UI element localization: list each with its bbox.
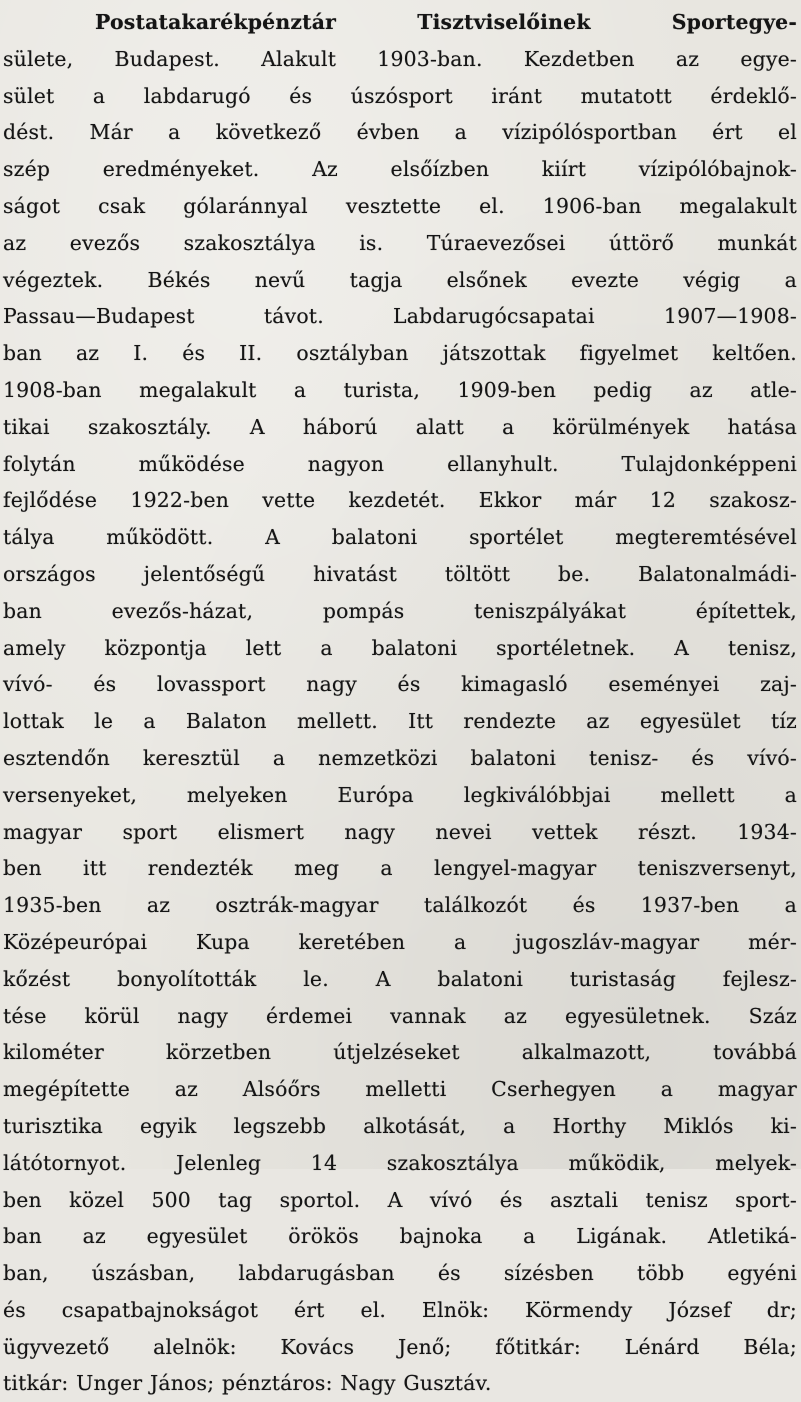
text-line: ban az I. és II. osztályban játszottak figyelmet keltően. [3,341,797,366]
text-line: esztendőn keresztül a nemzetközi balatoni tenisz- és vívó- [3,745,797,770]
text-line: amely központja lett a balatoni sportéletnek. A tenisz, [3,635,797,660]
text-line: turisztika egyik legszebb alkotását, a Horthy Miklós ki- [3,1113,797,1138]
text-line: sülete, Budapest. Alakult 1903-ban. Kezdetben az egye- [3,46,797,71]
text-line [0,4,801,41]
text-line: ügyvezető alelnök: Kovács Jenő; főtitkár: Lénárd Béla; [3,1334,797,1359]
text-line: lottak le a Balaton mellett. Itt rendezte az egyesület tíz [3,709,797,734]
text-line: megépítette az Alsóőrs melletti Cserhegyen a magyar [3,1077,797,1102]
text-line: 1908-ban megalakult a turista, 1909-ben pedig az atle- [3,377,797,402]
text-line: kilométer körzetben útjelzéseket alkalmazott, továbbá [3,1040,797,1065]
text-line: 1935-ben az osztrák-magyar találkozót és 1937-ben a [3,893,797,918]
text-line: ban az egyesület örökös bajnoka a Ligának. Atletiká- [3,1224,797,1249]
text-line: végeztek. Békés nevű tagja elsőnek evezte végig a [3,267,797,292]
text-line: Középeurópai Kupa keretében a jugoszláv-magyar mér- [3,929,797,954]
text-line: ban, úszásban, labdarugásban és sízésben több egyéni [3,1261,797,1286]
text-line: országos jelentőségű hivatást töltött be. Balatonalmádi- [3,561,797,586]
text-line: dést. Már a következő évben a vízipólósportban ért el [3,120,797,145]
text-line: az evezős szakosztálya is. Túraevezősei úttörő munkát [3,230,797,255]
text-line: ben közel 500 tag sportol. A vívó és asztali tenisz sport- [3,1187,797,1212]
article-text [0,4,801,1402]
text-line: folytán működése nagyon ellanyhult. Tulajdonképpeni [3,451,797,476]
text-line: tése körül nagy érdemei vannak az egyesületnek. Száz [3,1003,797,1028]
text-line: ban evezős-házat, pompás teniszpályákat építettek, [3,598,797,623]
text-line: ben itt rendezték meg a lengyel-magyar teniszversenyt, [3,856,797,881]
text-line: versenyeket, melyeken Európa legkiválóbbjai mellett a [3,782,797,807]
lead-title: Postatakarékpénztár Tisztviselőinek Sportegye- [95,10,797,34]
text-line: sület a labdarugó és úszósport iránt mutatott érdeklő- [3,83,797,108]
text-line: tikai szakosztály. A háború alatt a körülmények hatása [3,414,797,439]
text-line: kőzést bonyolították le. A balatoni turistaság fejlesz- [3,966,797,991]
text-line: szép eredményeket. Az elsőízben kiírt vízipólóbajnok- [3,157,797,182]
text-line: titkár: Unger János; pénztáros: Nagy Gusztáv. [3,1371,492,1396]
text-line: és csapatbajnokságot ért el. Elnök: Körmendy József dr; [3,1297,797,1322]
text-line: látótornyot. Jelenleg 14 szakosztálya működik, melyek- [3,1150,797,1175]
text-line: ságot csak gólaránnyal vesztette el. 1906-ban megalakult [3,193,797,218]
text-line: magyar sport elismert nagy nevei vettek részt. 1934- [3,819,797,844]
text-line: vívó- és lovassport nagy és kimagasló eseményei zaj- [3,672,797,697]
text-line: tálya működött. A balatoni sportélet megteremtésével [3,525,797,550]
text-line: Passau—Budapest távot. Labdarugócsapatai 1907—1908- [3,304,797,329]
text-line: fejlődése 1922-ben vette kezdetét. Ekkor már 12 szakosz- [3,488,797,513]
